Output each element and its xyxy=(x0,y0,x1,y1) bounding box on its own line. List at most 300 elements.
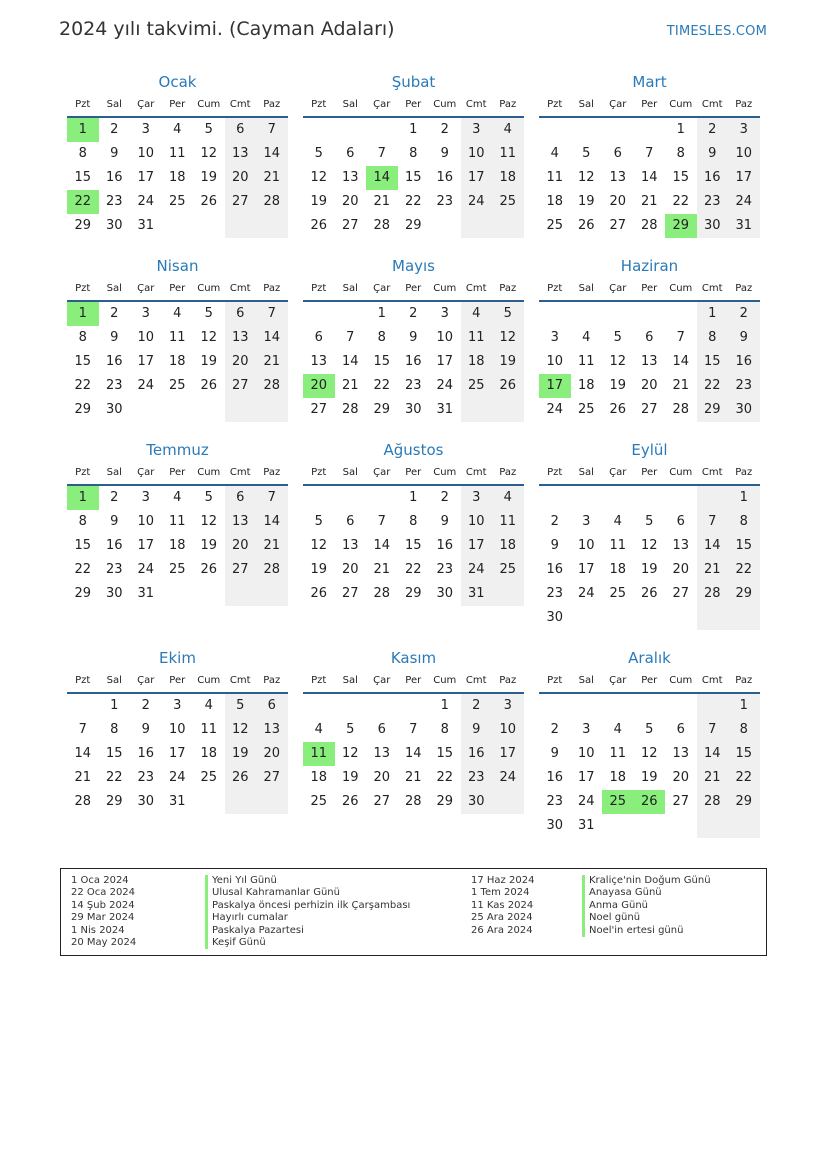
day-cell[interactable]: 23 xyxy=(436,562,454,577)
day-cell[interactable]: 19 xyxy=(640,562,658,577)
day-cell[interactable]: 31 xyxy=(577,818,595,833)
day-cell[interactable]: 17 xyxy=(577,770,595,785)
day-cell[interactable]: 2 xyxy=(440,490,449,505)
day-cell[interactable]: 20 xyxy=(225,166,257,190)
day-cell[interactable]: 13 xyxy=(256,718,288,742)
day-cell[interactable]: 15 xyxy=(436,746,454,761)
day-cell[interactable]: 28 xyxy=(640,218,658,233)
day-cell[interactable]: 14 xyxy=(341,354,359,369)
day-cell[interactable]: 3 xyxy=(728,118,760,142)
day-cell[interactable]: 24 xyxy=(728,190,760,214)
day-cell[interactable]: 4 xyxy=(173,122,182,137)
day-cell[interactable]: 14 xyxy=(404,746,422,761)
day-cell[interactable]: 11 xyxy=(577,354,595,369)
day-cell[interactable]: 10 xyxy=(492,718,524,742)
day-cell[interactable]: 6 xyxy=(256,694,288,718)
day-cell[interactable]: 4 xyxy=(173,306,182,321)
day-cell[interactable]: 16 xyxy=(728,350,760,374)
day-cell[interactable]: 2 xyxy=(697,118,729,142)
day-cell[interactable]: 21 xyxy=(256,166,288,190)
day-cell[interactable]: 24 xyxy=(137,194,155,209)
day-cell[interactable]: 10 xyxy=(436,330,454,345)
day-cell[interactable]: 8 xyxy=(409,514,418,529)
day-cell[interactable]: 30 xyxy=(105,218,123,233)
day-cell[interactable]: 12 xyxy=(225,718,257,742)
day-cell[interactable]: 11 xyxy=(492,510,524,534)
day-cell[interactable]: 7 xyxy=(78,722,87,737)
day-cell[interactable]: 5 xyxy=(492,302,524,326)
day-cell[interactable]: 13 xyxy=(341,170,359,185)
day-cell[interactable]: 13 xyxy=(225,142,257,166)
day-cell[interactable]: 12 xyxy=(310,170,328,185)
holiday-day-cell[interactable]: 1 xyxy=(67,118,99,142)
day-cell[interactable]: 25 xyxy=(168,378,186,393)
day-cell[interactable]: 20 xyxy=(225,350,257,374)
day-cell[interactable]: 16 xyxy=(436,538,454,553)
day-cell[interactable]: 11 xyxy=(609,746,627,761)
day-cell[interactable]: 26 xyxy=(200,378,218,393)
day-cell[interactable]: 24 xyxy=(436,378,454,393)
day-cell[interactable]: 7 xyxy=(697,718,729,742)
day-cell[interactable]: 22 xyxy=(436,770,454,785)
day-cell[interactable]: 29 xyxy=(105,794,123,809)
day-cell[interactable]: 12 xyxy=(310,538,328,553)
day-cell[interactable]: 6 xyxy=(676,514,685,529)
day-cell[interactable]: 5 xyxy=(204,490,213,505)
day-cell[interactable]: 16 xyxy=(105,538,123,553)
day-cell[interactable]: 18 xyxy=(492,534,524,558)
day-cell[interactable]: 21 xyxy=(373,562,391,577)
day-cell[interactable]: 19 xyxy=(310,562,328,577)
day-cell[interactable]: 10 xyxy=(577,538,595,553)
day-cell[interactable]: 30 xyxy=(546,818,564,833)
day-cell[interactable]: 22 xyxy=(404,194,422,209)
day-cell[interactable]: 23 xyxy=(461,766,493,790)
day-cell[interactable]: 21 xyxy=(256,350,288,374)
day-cell[interactable]: 7 xyxy=(256,302,288,326)
day-cell[interactable]: 16 xyxy=(404,354,422,369)
day-cell[interactable]: 10 xyxy=(728,142,760,166)
day-cell[interactable]: 29 xyxy=(697,398,729,422)
day-cell[interactable]: 4 xyxy=(461,302,493,326)
day-cell[interactable]: 21 xyxy=(697,558,729,582)
day-cell[interactable]: 18 xyxy=(168,538,186,553)
day-cell[interactable]: 22 xyxy=(105,770,123,785)
day-cell[interactable]: 15 xyxy=(697,350,729,374)
day-cell[interactable]: 8 xyxy=(110,722,119,737)
day-cell[interactable]: 19 xyxy=(609,378,627,393)
day-cell[interactable]: 3 xyxy=(582,514,591,529)
day-cell[interactable]: 5 xyxy=(645,722,654,737)
day-cell[interactable]: 25 xyxy=(609,586,627,601)
day-cell[interactable]: 29 xyxy=(373,402,391,417)
day-cell[interactable]: 18 xyxy=(577,378,595,393)
day-cell[interactable]: 19 xyxy=(640,770,658,785)
day-cell[interactable]: 17 xyxy=(577,562,595,577)
day-cell[interactable]: 16 xyxy=(546,562,564,577)
day-cell[interactable]: 8 xyxy=(728,718,760,742)
day-cell[interactable]: 9 xyxy=(141,722,150,737)
day-cell[interactable]: 2 xyxy=(409,306,418,321)
day-cell[interactable]: 19 xyxy=(200,538,218,553)
day-cell[interactable]: 21 xyxy=(697,766,729,790)
day-cell[interactable]: 2 xyxy=(550,514,559,529)
day-cell[interactable]: 29 xyxy=(728,790,760,814)
day-cell[interactable]: 27 xyxy=(341,218,359,233)
day-cell[interactable]: 23 xyxy=(404,378,422,393)
day-cell[interactable]: 23 xyxy=(546,794,564,809)
day-cell[interactable]: 8 xyxy=(78,330,87,345)
day-cell[interactable]: 27 xyxy=(373,794,391,809)
day-cell[interactable]: 7 xyxy=(645,146,654,161)
day-cell[interactable]: 12 xyxy=(200,146,218,161)
day-cell[interactable]: 27 xyxy=(640,402,658,417)
day-cell[interactable]: 22 xyxy=(74,562,92,577)
day-cell[interactable]: 17 xyxy=(492,742,524,766)
day-cell[interactable]: 27 xyxy=(256,766,288,790)
day-cell[interactable]: 8 xyxy=(440,722,449,737)
holiday-day-cell[interactable]: 11 xyxy=(303,742,335,766)
day-cell[interactable]: 27 xyxy=(672,586,690,601)
day-cell[interactable]: 13 xyxy=(640,354,658,369)
day-cell[interactable]: 20 xyxy=(373,770,391,785)
day-cell[interactable]: 2 xyxy=(141,698,150,713)
day-cell[interactable]: 2 xyxy=(550,722,559,737)
day-cell[interactable]: 12 xyxy=(640,746,658,761)
day-cell[interactable]: 27 xyxy=(225,374,257,398)
day-cell[interactable]: 20 xyxy=(225,534,257,558)
day-cell[interactable]: 28 xyxy=(373,218,391,233)
day-cell[interactable]: 1 xyxy=(676,122,685,137)
day-cell[interactable]: 13 xyxy=(672,538,690,553)
day-cell[interactable]: 3 xyxy=(141,122,150,137)
day-cell[interactable]: 18 xyxy=(168,170,186,185)
day-cell[interactable]: 11 xyxy=(168,330,186,345)
day-cell[interactable]: 14 xyxy=(640,170,658,185)
day-cell[interactable]: 6 xyxy=(613,146,622,161)
day-cell[interactable]: 28 xyxy=(256,374,288,398)
day-cell[interactable]: 13 xyxy=(609,170,627,185)
day-cell[interactable]: 15 xyxy=(74,538,92,553)
day-cell[interactable]: 3 xyxy=(582,722,591,737)
day-cell[interactable]: 29 xyxy=(404,586,422,601)
day-cell[interactable]: 11 xyxy=(546,170,564,185)
day-cell[interactable]: 27 xyxy=(310,402,328,417)
day-cell[interactable]: 11 xyxy=(168,146,186,161)
day-cell[interactable]: 15 xyxy=(672,170,690,185)
day-cell[interactable]: 15 xyxy=(728,742,760,766)
brand-link[interactable]: TIMESLES.COM xyxy=(666,24,767,39)
day-cell[interactable]: 26 xyxy=(492,374,524,398)
day-cell[interactable]: 25 xyxy=(492,558,524,582)
day-cell[interactable]: 24 xyxy=(546,402,564,417)
day-cell[interactable]: 7 xyxy=(676,330,685,345)
day-cell[interactable]: 15 xyxy=(404,538,422,553)
day-cell[interactable]: 7 xyxy=(377,514,386,529)
day-cell[interactable]: 19 xyxy=(492,350,524,374)
day-cell[interactable]: 29 xyxy=(436,794,454,809)
day-cell[interactable]: 17 xyxy=(137,538,155,553)
day-cell[interactable]: 3 xyxy=(461,486,493,510)
day-cell[interactable]: 2 xyxy=(461,694,493,718)
day-cell[interactable]: 23 xyxy=(546,586,564,601)
day-cell[interactable]: 5 xyxy=(613,330,622,345)
day-cell[interactable]: 17 xyxy=(728,166,760,190)
day-cell[interactable]: 9 xyxy=(110,146,119,161)
day-cell[interactable]: 10 xyxy=(137,330,155,345)
day-cell[interactable]: 6 xyxy=(225,302,257,326)
day-cell[interactable]: 9 xyxy=(461,718,493,742)
day-cell[interactable]: 15 xyxy=(373,354,391,369)
day-cell[interactable]: 7 xyxy=(377,146,386,161)
day-cell[interactable]: 4 xyxy=(492,118,524,142)
day-cell[interactable]: 9 xyxy=(409,330,418,345)
day-cell[interactable]: 28 xyxy=(697,790,729,814)
day-cell[interactable]: 4 xyxy=(204,698,213,713)
day-cell[interactable]: 6 xyxy=(645,330,654,345)
day-cell[interactable]: 14 xyxy=(697,742,729,766)
day-cell[interactable]: 26 xyxy=(577,218,595,233)
holiday-day-cell[interactable]: 29 xyxy=(665,214,697,238)
day-cell[interactable]: 28 xyxy=(256,558,288,582)
day-cell[interactable]: 24 xyxy=(168,770,186,785)
day-cell[interactable]: 18 xyxy=(609,562,627,577)
day-cell[interactable]: 1 xyxy=(110,698,119,713)
day-cell[interactable]: 28 xyxy=(404,794,422,809)
day-cell[interactable]: 16 xyxy=(105,354,123,369)
day-cell[interactable]: 5 xyxy=(314,514,323,529)
day-cell[interactable]: 1 xyxy=(697,302,729,326)
day-cell[interactable]: 2 xyxy=(440,122,449,137)
day-cell[interactable]: 17 xyxy=(461,534,493,558)
day-cell[interactable]: 21 xyxy=(640,194,658,209)
day-cell[interactable]: 1 xyxy=(377,306,386,321)
day-cell[interactable]: 2 xyxy=(110,306,119,321)
day-cell[interactable]: 9 xyxy=(728,326,760,350)
day-cell[interactable]: 11 xyxy=(492,142,524,166)
day-cell[interactable]: 26 xyxy=(200,562,218,577)
day-cell[interactable]: 30 xyxy=(546,610,564,625)
day-cell[interactable]: 20 xyxy=(640,378,658,393)
day-cell[interactable]: 14 xyxy=(672,354,690,369)
day-cell[interactable]: 4 xyxy=(582,330,591,345)
day-cell[interactable]: 24 xyxy=(461,190,493,214)
holiday-day-cell[interactable]: 1 xyxy=(67,302,99,326)
day-cell[interactable]: 14 xyxy=(74,746,92,761)
day-cell[interactable]: 5 xyxy=(225,694,257,718)
day-cell[interactable]: 7 xyxy=(256,118,288,142)
day-cell[interactable]: 10 xyxy=(461,510,493,534)
day-cell[interactable]: 27 xyxy=(225,190,257,214)
day-cell[interactable]: 31 xyxy=(168,794,186,809)
day-cell[interactable]: 26 xyxy=(640,586,658,601)
day-cell[interactable]: 27 xyxy=(341,586,359,601)
day-cell[interactable]: 18 xyxy=(492,166,524,190)
day-cell[interactable]: 15 xyxy=(105,746,123,761)
day-cell[interactable]: 14 xyxy=(256,510,288,534)
day-cell[interactable]: 20 xyxy=(341,194,359,209)
holiday-day-cell[interactable]: 26 xyxy=(634,790,666,814)
day-cell[interactable]: 24 xyxy=(461,558,493,582)
day-cell[interactable]: 8 xyxy=(78,146,87,161)
day-cell[interactable]: 12 xyxy=(640,538,658,553)
holiday-day-cell[interactable]: 17 xyxy=(539,374,571,398)
day-cell[interactable]: 6 xyxy=(676,722,685,737)
day-cell[interactable]: 23 xyxy=(436,194,454,209)
day-cell[interactable]: 5 xyxy=(204,122,213,137)
holiday-day-cell[interactable]: 1 xyxy=(67,486,99,510)
day-cell[interactable]: 9 xyxy=(697,142,729,166)
day-cell[interactable]: 23 xyxy=(105,378,123,393)
day-cell[interactable]: 26 xyxy=(609,402,627,417)
day-cell[interactable]: 6 xyxy=(377,722,386,737)
day-cell[interactable]: 10 xyxy=(137,146,155,161)
day-cell[interactable]: 25 xyxy=(546,218,564,233)
day-cell[interactable]: 30 xyxy=(461,790,493,814)
day-cell[interactable]: 6 xyxy=(346,514,355,529)
day-cell[interactable]: 22 xyxy=(728,558,760,582)
day-cell[interactable]: 21 xyxy=(373,194,391,209)
day-cell[interactable]: 16 xyxy=(697,166,729,190)
day-cell[interactable]: 15 xyxy=(404,170,422,185)
day-cell[interactable]: 25 xyxy=(577,402,595,417)
day-cell[interactable]: 2 xyxy=(110,122,119,137)
day-cell[interactable]: 3 xyxy=(461,118,493,142)
day-cell[interactable]: 19 xyxy=(225,742,257,766)
day-cell[interactable]: 18 xyxy=(200,746,218,761)
day-cell[interactable]: 4 xyxy=(314,722,323,737)
day-cell[interactable]: 11 xyxy=(609,538,627,553)
day-cell[interactable]: 22 xyxy=(74,378,92,393)
day-cell[interactable]: 4 xyxy=(492,486,524,510)
day-cell[interactable]: 1 xyxy=(409,122,418,137)
day-cell[interactable]: 31 xyxy=(728,214,760,238)
day-cell[interactable]: 8 xyxy=(676,146,685,161)
day-cell[interactable]: 1 xyxy=(409,490,418,505)
day-cell[interactable]: 14 xyxy=(256,326,288,350)
day-cell[interactable]: 20 xyxy=(341,562,359,577)
day-cell[interactable]: 12 xyxy=(577,170,595,185)
day-cell[interactable]: 7 xyxy=(409,722,418,737)
day-cell[interactable]: 14 xyxy=(256,142,288,166)
day-cell[interactable]: 27 xyxy=(672,794,690,809)
day-cell[interactable]: 25 xyxy=(168,562,186,577)
day-cell[interactable]: 16 xyxy=(436,170,454,185)
day-cell[interactable]: 3 xyxy=(440,306,449,321)
day-cell[interactable]: 10 xyxy=(168,722,186,737)
day-cell[interactable]: 13 xyxy=(310,354,328,369)
day-cell[interactable]: 20 xyxy=(672,770,690,785)
day-cell[interactable]: 13 xyxy=(225,326,257,350)
day-cell[interactable]: 10 xyxy=(546,354,564,369)
day-cell[interactable]: 12 xyxy=(200,330,218,345)
day-cell[interactable]: 17 xyxy=(168,746,186,761)
day-cell[interactable]: 20 xyxy=(609,194,627,209)
day-cell[interactable]: 10 xyxy=(577,746,595,761)
day-cell[interactable]: 24 xyxy=(492,766,524,790)
day-cell[interactable]: 8 xyxy=(377,330,386,345)
day-cell[interactable]: 27 xyxy=(609,218,627,233)
day-cell[interactable]: 18 xyxy=(461,350,493,374)
day-cell[interactable]: 9 xyxy=(550,538,559,553)
day-cell[interactable]: 26 xyxy=(341,794,359,809)
day-cell[interactable]: 5 xyxy=(204,306,213,321)
day-cell[interactable]: 30 xyxy=(105,586,123,601)
day-cell[interactable]: 3 xyxy=(173,698,182,713)
holiday-day-cell[interactable]: 14 xyxy=(366,166,398,190)
day-cell[interactable]: 24 xyxy=(137,378,155,393)
day-cell[interactable]: 3 xyxy=(141,490,150,505)
day-cell[interactable]: 19 xyxy=(310,194,328,209)
day-cell[interactable]: 31 xyxy=(137,218,155,233)
day-cell[interactable]: 2 xyxy=(110,490,119,505)
day-cell[interactable]: 16 xyxy=(546,770,564,785)
day-cell[interactable]: 19 xyxy=(341,770,359,785)
day-cell[interactable]: 11 xyxy=(168,514,186,529)
day-cell[interactable]: 10 xyxy=(137,514,155,529)
day-cell[interactable]: 14 xyxy=(373,538,391,553)
day-cell[interactable]: 22 xyxy=(404,562,422,577)
day-cell[interactable]: 28 xyxy=(697,582,729,606)
day-cell[interactable]: 29 xyxy=(404,218,422,233)
day-cell[interactable]: 9 xyxy=(110,514,119,529)
day-cell[interactable]: 15 xyxy=(728,534,760,558)
day-cell[interactable]: 6 xyxy=(225,486,257,510)
day-cell[interactable]: 9 xyxy=(440,514,449,529)
day-cell[interactable]: 28 xyxy=(256,190,288,214)
day-cell[interactable]: 6 xyxy=(225,118,257,142)
day-cell[interactable]: 1 xyxy=(728,694,760,718)
day-cell[interactable]: 30 xyxy=(105,402,123,417)
day-cell[interactable]: 9 xyxy=(440,146,449,161)
day-cell[interactable]: 8 xyxy=(728,510,760,534)
day-cell[interactable]: 28 xyxy=(341,402,359,417)
day-cell[interactable]: 12 xyxy=(492,326,524,350)
day-cell[interactable]: 16 xyxy=(461,742,493,766)
day-cell[interactable]: 26 xyxy=(200,194,218,209)
day-cell[interactable]: 28 xyxy=(373,586,391,601)
day-cell[interactable]: 22 xyxy=(672,194,690,209)
day-cell[interactable]: 31 xyxy=(436,402,454,417)
day-cell[interactable]: 5 xyxy=(645,514,654,529)
day-cell[interactable]: 27 xyxy=(225,558,257,582)
day-cell[interactable]: 22 xyxy=(697,374,729,398)
day-cell[interactable]: 10 xyxy=(461,142,493,166)
day-cell[interactable]: 4 xyxy=(173,490,182,505)
day-cell[interactable]: 3 xyxy=(550,330,559,345)
day-cell[interactable]: 15 xyxy=(74,170,92,185)
day-cell[interactable]: 11 xyxy=(200,722,218,737)
day-cell[interactable]: 15 xyxy=(74,354,92,369)
day-cell[interactable]: 29 xyxy=(74,402,92,417)
day-cell[interactable]: 29 xyxy=(74,218,92,233)
day-cell[interactable]: 23 xyxy=(105,194,123,209)
day-cell[interactable]: 31 xyxy=(461,582,493,606)
day-cell[interactable]: 7 xyxy=(256,486,288,510)
day-cell[interactable]: 4 xyxy=(613,722,622,737)
day-cell[interactable]: 26 xyxy=(310,218,328,233)
day-cell[interactable]: 5 xyxy=(582,146,591,161)
day-cell[interactable]: 18 xyxy=(310,770,328,785)
day-cell[interactable]: 21 xyxy=(672,378,690,393)
day-cell[interactable]: 30 xyxy=(697,214,729,238)
holiday-day-cell[interactable]: 22 xyxy=(67,190,99,214)
day-cell[interactable]: 18 xyxy=(168,354,186,369)
day-cell[interactable]: 9 xyxy=(550,746,559,761)
day-cell[interactable]: 21 xyxy=(74,770,92,785)
day-cell[interactable]: 24 xyxy=(577,794,595,809)
day-cell[interactable]: 12 xyxy=(200,514,218,529)
